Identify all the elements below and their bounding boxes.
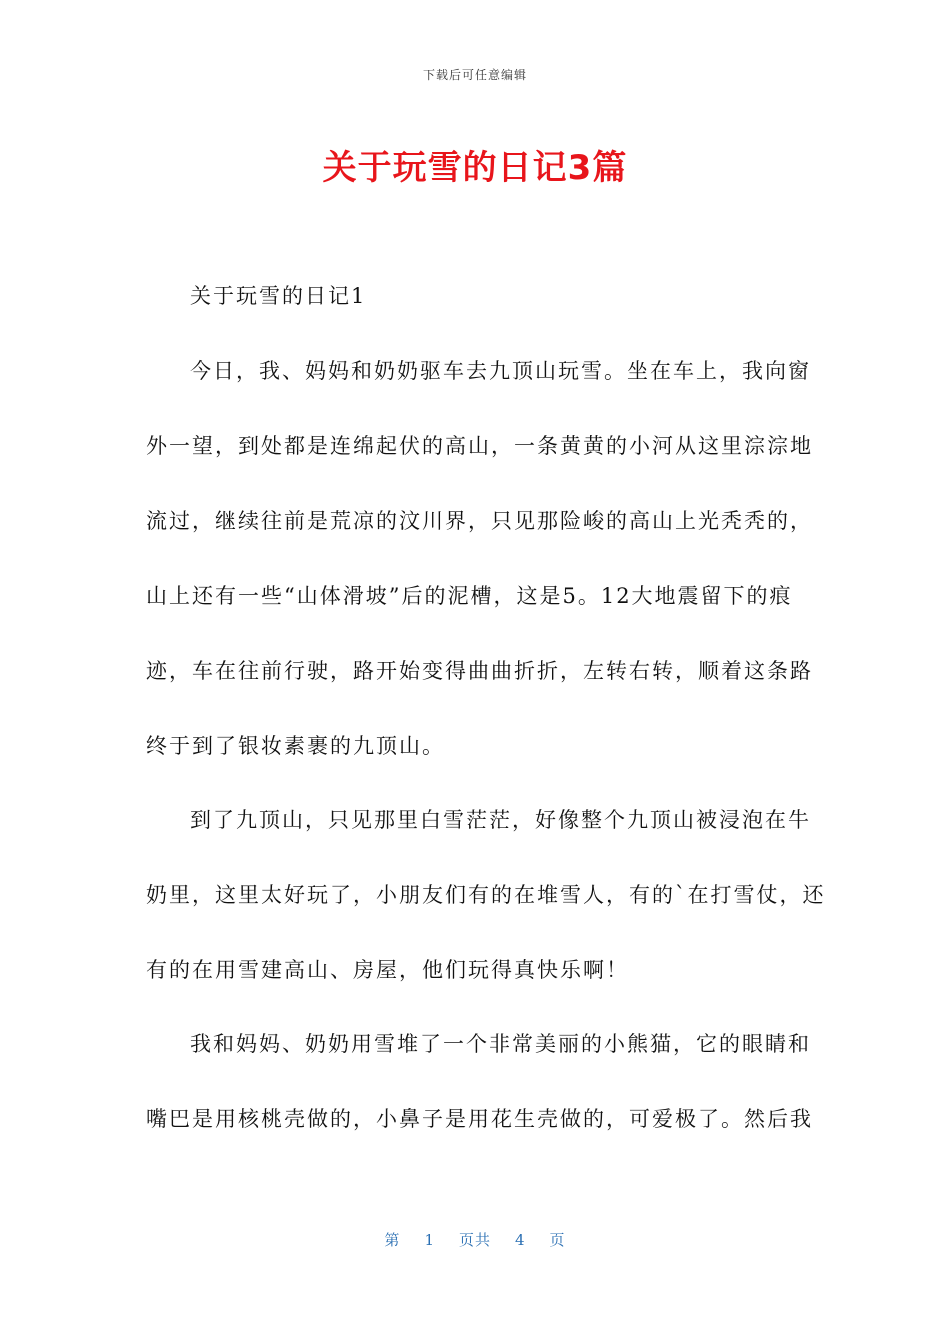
text-line: 关于玩雪的日记1	[190, 284, 367, 308]
text-line: 迹，车在往前行驶，路开始变得曲曲折折，左转右转，顺着这条路	[146, 659, 813, 683]
page-label-suffix: 页	[549, 1231, 566, 1249]
diary-subtitle	[146, 278, 806, 315]
total-pages-number: 4	[515, 1231, 526, 1249]
page-footer	[0, 1229, 950, 1250]
paragraph-3	[146, 1026, 813, 1138]
document-title: 关于玩雪的日记3篇	[322, 148, 628, 188]
text-line: 我和妈妈、奶奶用雪堆了一个非常美丽的小熊猫，它的眼睛和	[190, 1032, 811, 1056]
document-body	[146, 278, 826, 1175]
text-line: 有的在用雪建高山、房屋，他们玩得真快乐啊！	[146, 958, 629, 982]
text-line: 山上还有一些“山体滑坡”后的泥槽，这是5。12大地震留下的痕	[146, 584, 793, 608]
paragraph-1	[146, 353, 813, 765]
header-note: 下载后可任意编辑	[422, 68, 527, 82]
text-line: 流过，继续往前是荒凉的汶川界，只见那险峻的高山上光秃秃的，	[146, 509, 813, 533]
current-page-number: 1	[424, 1231, 435, 1249]
text-line: 到了九顶山，只见那里白雪茫茫，好像整个九顶山被浸泡在牛	[190, 808, 811, 832]
text-line: 嘴巴是用核桃壳做的，小鼻子是用花生壳做的，可爱极了。然后我	[146, 1107, 813, 1131]
text-line: 今日，我、妈妈和奶奶驱车去九顶山玩雪。坐在车上，我向窗	[190, 359, 811, 383]
page-label-mid: 页共	[458, 1231, 491, 1249]
text-line: 外一望，到处都是连绵起伏的高山，一条黄黄的小河从这里淙淙地	[146, 434, 813, 458]
paragraph-2	[146, 802, 826, 989]
text-line: 终于到了银妆素裹的九顶山。	[146, 734, 445, 758]
text-line: 奶里，这里太好玩了，小朋友们有的在堆雪人，有的`在打雪仗，还	[146, 883, 826, 907]
page-label-prefix: 第	[384, 1231, 401, 1249]
